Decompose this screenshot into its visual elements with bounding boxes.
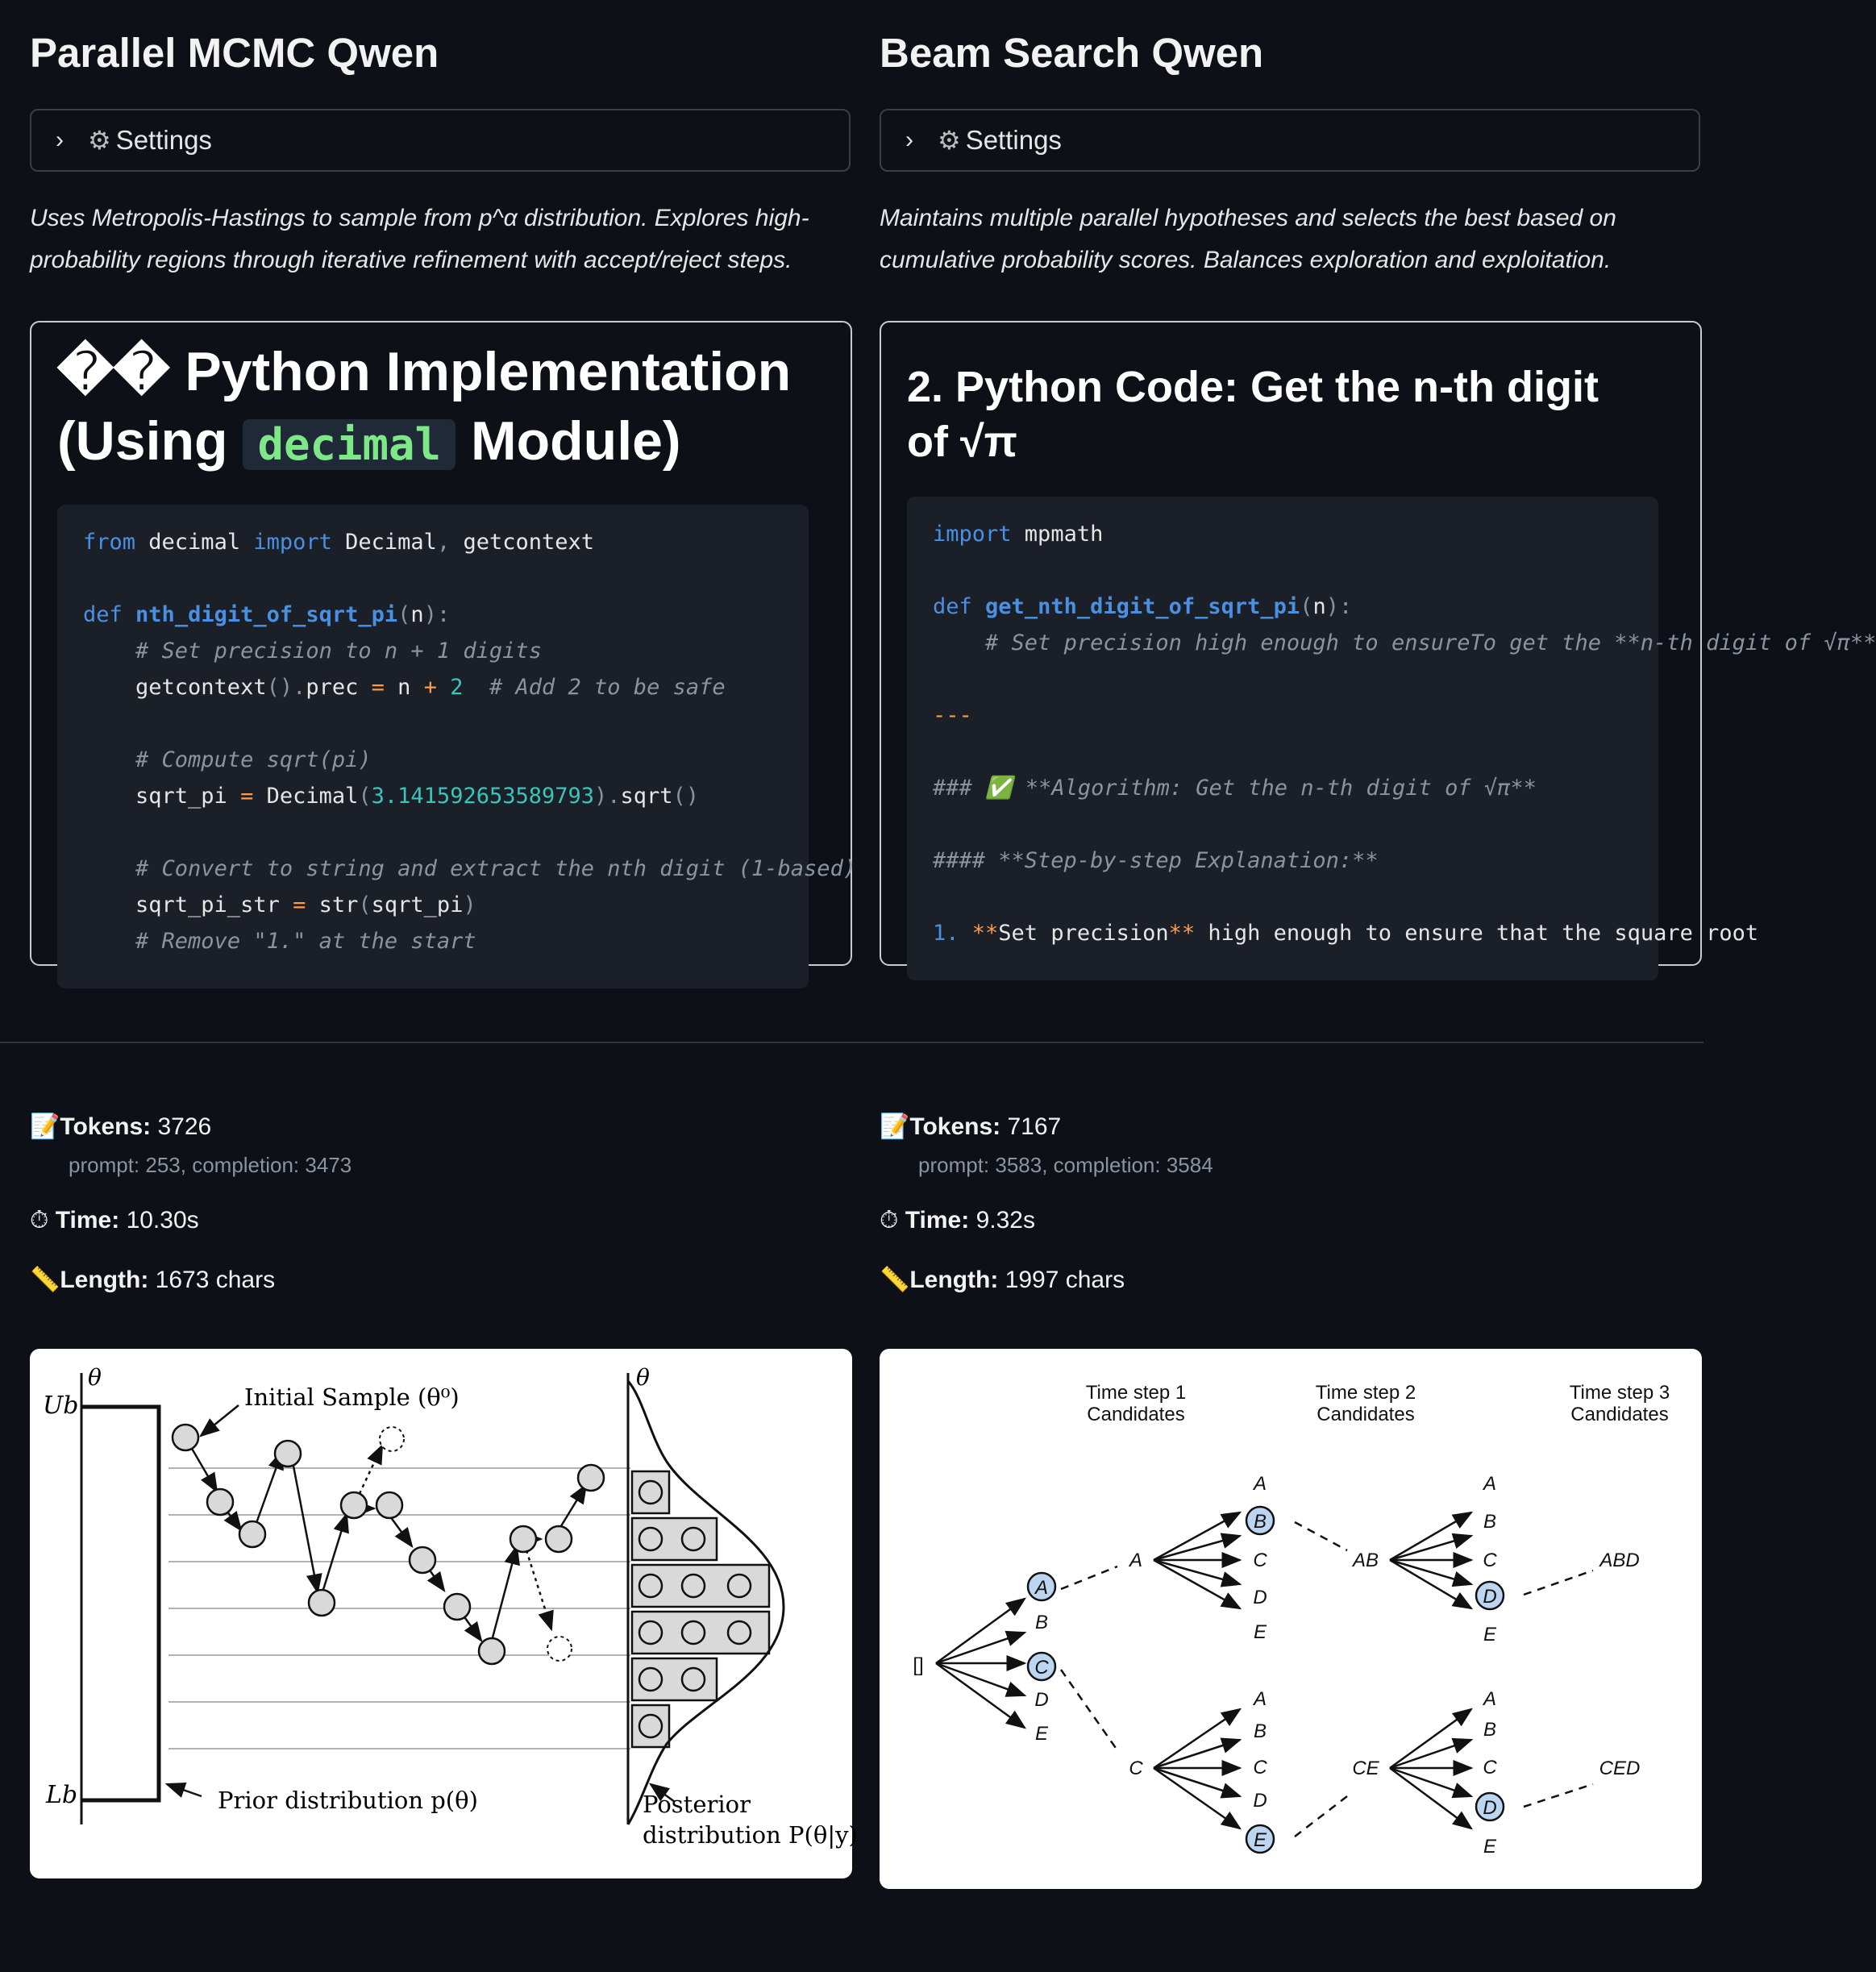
svg-text:D: D <box>1483 1797 1497 1819</box>
mcmc-figure <box>30 1349 858 1878</box>
settings-label: Settings <box>965 125 1062 155</box>
heading-text-end: Module) <box>470 410 681 472</box>
svg-text:ABD: ABD <box>1599 1550 1640 1571</box>
method-description: Maintains multiple parallel hypotheses and selects the best based on cumulative probability scores. Balances exploration and exploitation. <box>880 205 1616 273</box>
svg-text:C: C <box>1483 1550 1497 1571</box>
output-heading: 2. Python Code: Get the n-th digit of √π <box>907 363 1599 466</box>
tokens-detail: prompt: 3583, completion: 3584 <box>918 1153 1213 1177</box>
initial-sample-label: Initial Sample (θ⁰) <box>244 1383 460 1411</box>
ub-label: Ub <box>43 1392 79 1420</box>
ruler-icon: 📏 <box>30 1267 60 1293</box>
svg-text:Candidates: Candidates <box>1317 1404 1415 1425</box>
tokens-stat: 📝Tokens: 7167 <box>880 1113 1062 1140</box>
column-title: Parallel MCMC Qwen <box>30 30 439 76</box>
svg-text:B: B <box>1253 1720 1267 1742</box>
svg-text:B: B <box>1034 1612 1049 1633</box>
settings-label: Settings <box>115 125 212 155</box>
svg-text:AB: AB <box>1352 1550 1379 1571</box>
svg-text:Candidates: Candidates <box>1570 1404 1669 1425</box>
svg-text:Time step 3: Time step 3 <box>1569 1382 1670 1404</box>
svg-text:A: A <box>1034 1577 1049 1599</box>
svg-text:A: A <box>1483 1473 1497 1495</box>
chevron-right-icon[interactable]: › <box>905 127 913 153</box>
svg-text:Time step 1: Time step 1 <box>1085 1382 1187 1404</box>
svg-text:A: A <box>1483 1688 1497 1710</box>
svg-text:E: E <box>1483 1624 1497 1645</box>
time-stat: ⏱ Time: 10.30s <box>30 1207 199 1234</box>
stopwatch-icon: ⏱ <box>30 1207 49 1234</box>
tokens-detail: prompt: 253, completion: 3473 <box>69 1153 352 1177</box>
svg-text:C: C <box>1483 1757 1497 1779</box>
svg-text:C: C <box>1253 1550 1267 1571</box>
time-stat: ⏱ Time: 9.32s <box>880 1207 1035 1234</box>
svg-text:C: C <box>1034 1657 1049 1679</box>
svg-text:A: A <box>1253 1688 1267 1710</box>
output-heading <box>57 337 831 480</box>
output-card[interactable] <box>880 321 1876 966</box>
posterior-label-2: distribution P(θ|y) <box>643 1821 858 1849</box>
gear-icon: ⚙ <box>938 126 961 155</box>
svg-text:B: B <box>1483 1511 1497 1533</box>
length-stat: 📏Length: 1997 chars <box>880 1267 1125 1293</box>
output-card[interactable] <box>30 321 857 966</box>
heading-text: �� Python Implementation (Using <box>57 341 792 472</box>
length-stat: 📏Length: 1673 chars <box>30 1267 276 1293</box>
stopwatch-icon: ⏱ <box>880 1207 899 1234</box>
column-title: Beam Search Qwen <box>880 30 1264 76</box>
svg-text:E: E <box>1253 1829 1267 1851</box>
ruler-icon: 📏 <box>880 1267 910 1293</box>
svg-text:Time step 2: Time step 2 <box>1315 1382 1416 1404</box>
memo-icon: 📝 <box>880 1113 910 1140</box>
settings-accordion[interactable] <box>30 109 851 172</box>
section-divider <box>0 1042 1703 1043</box>
lb-label: Lb <box>46 1781 78 1809</box>
svg-text:D: D <box>1253 1587 1267 1608</box>
theta-label: θ <box>88 1364 102 1391</box>
gear-icon: ⚙ <box>88 126 111 155</box>
prior-label: Prior distribution p(θ) <box>218 1787 478 1814</box>
svg-text:B: B <box>1253 1511 1267 1533</box>
code-block[interactable]: from decimal import Decimal, getcontext def nth_digit_of_sqrt_pi(n): # Set precision to n + 1 digits getcontext().prec = n + 2 # Add 2 to be safe # Compute sqrt(pi) sqrt_pi = Decimal(3.141592653589793).sqrt() # Convert to string and extract the nth digit (1-based) sqrt_pi_str = str(sqrt_pi) # Remove "1." at the start <box>57 505 809 988</box>
inline-code: decimal <box>243 419 455 470</box>
memo-icon: 📝 <box>30 1113 60 1140</box>
svg-text:D: D <box>1483 1586 1497 1608</box>
code-block[interactable]: import mpmath def get_nth_digit_of_sqrt_pi(n): # Set precision high enough to ensureTo get the **n-th digit of √π** --- ### ✅ **Algorithm: Get the n-th digit of √π** #### **Step-by-step Explanation:** 1. **Set precision** high enough to ensure that the square root <box>907 497 1658 980</box>
svg-text:[]: [] <box>913 1654 924 1676</box>
chevron-right-icon[interactable]: › <box>56 127 64 153</box>
svg-text:E: E <box>1483 1836 1497 1858</box>
beam-search-figure <box>880 1349 1702 1889</box>
settings-accordion[interactable] <box>880 109 1700 172</box>
svg-text:CED: CED <box>1599 1758 1641 1779</box>
method-description: Uses Metropolis-Hastings to sample from p^α distribution. Explores high-probability regions through iterative refinement with accept/reject steps. <box>30 205 809 273</box>
svg-text:B: B <box>1483 1719 1497 1741</box>
svg-text:E: E <box>1034 1723 1049 1745</box>
svg-text:E: E <box>1253 1621 1267 1643</box>
tokens-stat: 📝Tokens: 3726 <box>30 1113 212 1140</box>
svg-text:C: C <box>1253 1757 1267 1779</box>
svg-text:A: A <box>1253 1473 1267 1495</box>
svg-text:D: D <box>1253 1790 1267 1812</box>
svg-text:D: D <box>1034 1689 1049 1711</box>
svg-text:Candidates: Candidates <box>1087 1404 1185 1425</box>
svg-text:A: A <box>1129 1550 1143 1571</box>
posterior-label: Posterior <box>643 1791 751 1818</box>
svg-text:C: C <box>1129 1758 1143 1779</box>
theta-label-2: θ <box>636 1364 650 1391</box>
svg-text:CE: CE <box>1352 1758 1379 1779</box>
